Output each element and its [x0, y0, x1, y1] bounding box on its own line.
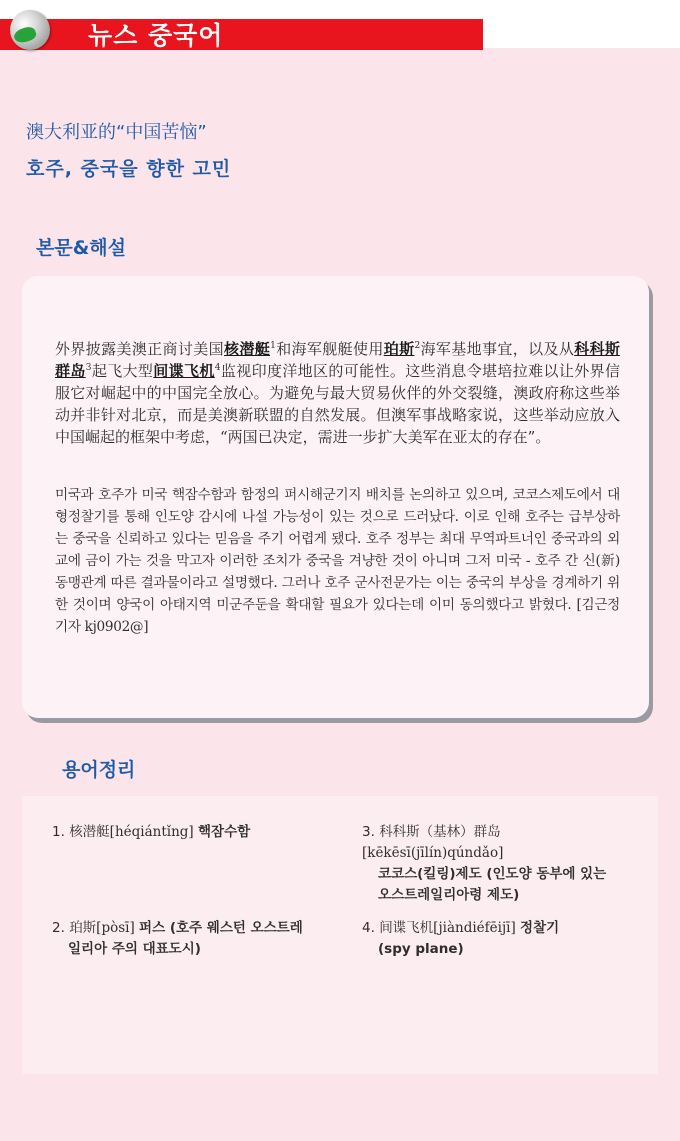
article-korean: 미국과 호주가 미국 핵잠수함과 함정의 퍼시해군기지 배치를 논의하고 있으며, 코코스제도에서 대형정찰기를 통해 인도양 감시에 나설 가능성이 있는 것으로 드러났다. 이로 인해 호주는 급부상하는 중국을 신뢰하고 있다는 믿음을 주기 어렵게 됐다. 호주 정부는 최대 무역파트너인 중국과의 외교에 금이 가는 것을 막고자 이러한 조치가 중국을 겨냥한 것이 아니며 그저 미국 - 호주 간 신(新) 동맹관계 따른 결과물이라고 설명했다. 그러나 호주 군사전문가는 이는 중국의 부상을 경계하기 위한 것이며 양국이 아태지역 미군주둔을 확대할 필요가 있다는데 이미 동의했다고 밝혔다. [김근정 기자 kj0902@] [55, 487, 620, 635]
header-title: 뉴스 중국어 [88, 21, 224, 50]
section-heading-article: 본문&해설 [36, 237, 126, 259]
article-chinese: 外界披露美澳正商讨美国核潜艇$^1$和海军舰艇使用珀斯$^2$海军基地事宜，以及从科科斯群岛$^3$起飞大型间谍飞机$^4$监视印度洋地区的可能性。这些消息令堪培拉难以让外界信服它对崛起中的中国完全放心。为避免与最大贸易伙伴的外交裂缝，澳政府称这些举动并非针对北京，而是美澳新联盟的自然发展。但澳军事战略家说，这些举动应放入中国崛起的框架中考虑，“两国已决定，需进一步扩大美军在亚太的存在”。 [55, 340, 620, 446]
term-1: 核潜艇 [224, 340, 271, 358]
glossary-item-3: 3. 科科斯（基林）群岛[kēkēsī(jīlín)qúndǎo] 코코스(킬링)제도 (인도양 동부에 있는 오스트레일리아령 제도) [362, 824, 607, 903]
headline-korean: 호주, 중국을 향한 고민 [26, 158, 232, 180]
glossary-item-1: 1. 核潜艇[héqiántǐng] 핵잠수함 [52, 824, 251, 840]
glossary-item-2: 2. 珀斯[pòsī] 퍼스 (호주 웨스턴 오스트레 일리아 주의 대표도시) [52, 920, 303, 957]
term-2: 珀斯 [383, 340, 415, 358]
term-3: 科科斯群岛 [55, 340, 620, 380]
headline-chinese: 澳大利亚的“中国苦恼” [26, 122, 207, 143]
header-bar [0, 19, 483, 50]
section-heading-glossary: 용어정리 [62, 759, 136, 781]
glossary-item-4: 4. 间谍飞机[jiàndiéfēijī] 정찰기 (spy plane) [362, 920, 560, 957]
term-4: 间谍飞机 [153, 362, 215, 380]
